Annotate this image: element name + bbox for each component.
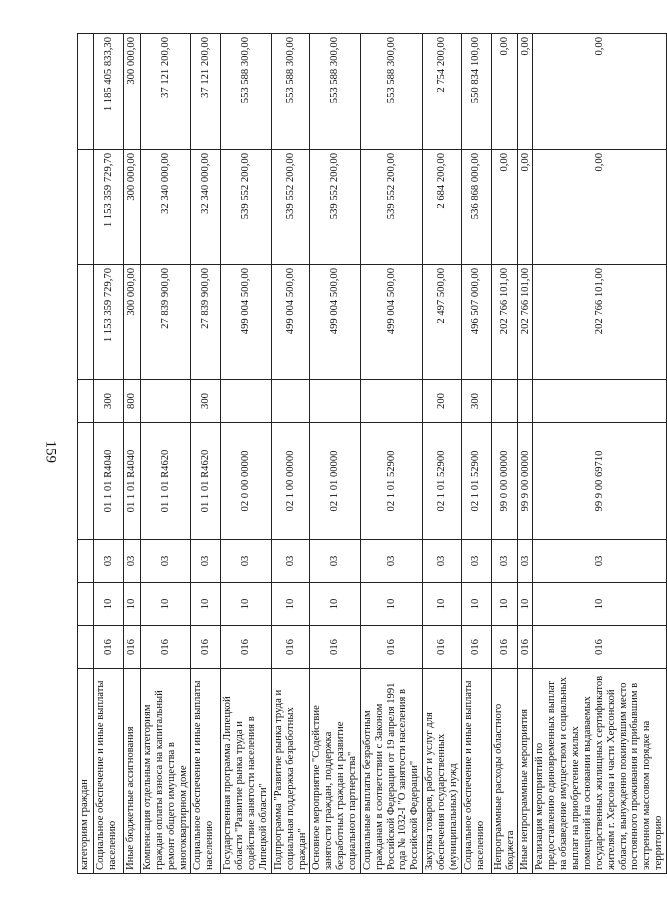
row-name-cell: Закупка товаров, работ и услуг для обеспечения государственных (муниципальных) нужд — [423, 669, 462, 874]
subsection-code-cell: 03 — [360, 540, 422, 583]
ministry-code-cell: 016 — [94, 626, 124, 669]
expense-type-cell — [533, 380, 666, 423]
target-article-cell: 01 1 01 R4620 — [141, 423, 191, 540]
ministry-code-cell: 016 — [271, 626, 310, 669]
section-code-cell: 10 — [124, 583, 141, 626]
section-code-cell: 10 — [94, 583, 124, 626]
amount-year1-cell: 499 004 500,00 — [271, 265, 310, 380]
section-code-cell: 10 — [141, 583, 191, 626]
expense-type-cell — [221, 380, 271, 423]
amount-year3-cell: 37 121 200,00 — [191, 34, 221, 150]
amount-year2-cell: 2 684 200,00 — [423, 150, 462, 265]
amount-year1-cell: 27 839 900,00 — [141, 265, 191, 380]
expense-type-cell — [360, 380, 422, 423]
budget-table — [77, 33, 667, 874]
target-article-cell: 99 0 00 00000 — [491, 423, 518, 540]
ministry-code-cell: 016 — [533, 626, 666, 669]
section-code-cell: 10 — [360, 583, 422, 626]
expense-type-cell — [518, 380, 533, 423]
amount-year2-cell: 300 000,00 — [124, 150, 141, 265]
amount-year2-cell: 0,00 — [518, 150, 533, 265]
target-article-cell: 01 1 01 R4620 — [191, 423, 221, 540]
amount-year3-cell: 553 588 300,00 — [271, 34, 310, 150]
row-name-cell: Социальное обеспечение и иные выплаты населению — [94, 669, 124, 874]
amount-year1-cell: 202 766 101,00 — [491, 265, 518, 380]
rotated-table-container — [77, 34, 665, 874]
table-row — [491, 34, 518, 874]
table-row — [533, 34, 666, 874]
table-row — [191, 34, 221, 874]
subsection-code-cell: 03 — [141, 540, 191, 583]
table-row — [141, 34, 191, 874]
section-code-cell: 10 — [491, 583, 518, 626]
subsection-code-cell — [78, 540, 94, 583]
row-name-cell: Реализация мероприятий по предоставлению единовременных выплат на обзаведение имуществом и социальных выплат на приобретение жилых помещений на основании выдаваемых государственных жилищных сертификатов жителям г. Херсона и части Херсонской области, вынужденно покинувшим место постоянного проживания и прибывшим в экстренном массовом порядке на территорию — [533, 669, 666, 874]
target-article-cell: 02 1 01 00000 — [310, 423, 360, 540]
row-name-cell: Социальные выплаты безработным гражданам в соответствии с Законом Российской Федерации от 19 апреля 1991 года № 1032-I "О занятости населения в Российской Федерации" — [360, 669, 422, 874]
section-code-cell: 10 — [310, 583, 360, 626]
ministry-code-cell: 016 — [310, 626, 360, 669]
table-row — [310, 34, 360, 874]
amount-year2-cell: 539 552 200,00 — [360, 150, 422, 265]
amount-year2-cell: 32 340 000,00 — [141, 150, 191, 265]
ministry-code-cell: 016 — [221, 626, 271, 669]
subsection-code-cell: 03 — [124, 540, 141, 583]
subsection-code-cell: 03 — [310, 540, 360, 583]
table-row — [94, 34, 124, 874]
amount-year3-cell: 0,00 — [533, 34, 666, 150]
section-code-cell: 10 — [518, 583, 533, 626]
amount-year1-cell — [78, 265, 94, 380]
expense-type-cell — [141, 380, 191, 423]
table-row — [78, 34, 94, 874]
subsection-code-cell: 03 — [271, 540, 310, 583]
expense-type-cell: 300 — [191, 380, 221, 423]
expense-type-cell: 300 — [461, 380, 491, 423]
amount-year3-cell: 2 754 200,00 — [423, 34, 462, 150]
row-name-cell: Основное мероприятие "Содействие занятости граждан, поддержка безработных граждан и развитие социального партнерства" — [310, 669, 360, 874]
target-article-cell: 02 0 00 00000 — [221, 423, 271, 540]
amount-year2-cell: 0,00 — [491, 150, 518, 265]
amount-year3-cell: 553 588 300,00 — [310, 34, 360, 150]
target-article-cell: 02 1 01 52900 — [461, 423, 491, 540]
row-name-cell: Непрограммные расходы областного бюджета — [491, 669, 518, 874]
ministry-code-cell: 016 — [491, 626, 518, 669]
section-code-cell: 10 — [423, 583, 462, 626]
ministry-code-cell: 016 — [461, 626, 491, 669]
section-code-cell: 10 — [271, 583, 310, 626]
target-article-cell: 02 1 01 52900 — [423, 423, 462, 540]
ministry-code-cell: 016 — [191, 626, 221, 669]
table-row — [423, 34, 462, 874]
amount-year2-cell: 536 868 000,00 — [461, 150, 491, 265]
subsection-code-cell: 03 — [94, 540, 124, 583]
expense-type-cell: 300 — [94, 380, 124, 423]
amount-year1-cell: 499 004 500,00 — [310, 265, 360, 380]
ministry-code-cell: 016 — [124, 626, 141, 669]
table-row — [518, 34, 533, 874]
target-article-cell: 99 9 00 00000 — [518, 423, 533, 540]
row-name-cell: Иные непрограммные мероприятия — [518, 669, 533, 874]
amount-year1-cell: 27 839 900,00 — [191, 265, 221, 380]
amount-year3-cell: 0,00 — [518, 34, 533, 150]
amount-year3-cell: 300 000,00 — [124, 34, 141, 150]
subsection-code-cell: 03 — [461, 540, 491, 583]
amount-year1-cell: 1 153 359 729,70 — [94, 265, 124, 380]
table-row — [360, 34, 422, 874]
subsection-code-cell: 03 — [491, 540, 518, 583]
row-name-cell: Социальное обеспечение и иные выплаты населению — [461, 669, 491, 874]
subsection-code-cell: 03 — [423, 540, 462, 583]
ministry-code-cell — [78, 626, 94, 669]
section-code-cell: 10 — [461, 583, 491, 626]
ministry-code-cell: 016 — [141, 626, 191, 669]
section-code-cell: 10 — [191, 583, 221, 626]
row-name-cell: категориям граждан — [78, 669, 94, 874]
expense-type-cell: 200 — [423, 380, 462, 423]
target-article-cell: 02 1 01 52900 — [360, 423, 422, 540]
amount-year1-cell: 496 507 000,00 — [461, 265, 491, 380]
page-number: 159 — [42, 440, 59, 463]
ministry-code-cell: 016 — [423, 626, 462, 669]
amount-year3-cell: 553 588 300,00 — [360, 34, 422, 150]
amount-year3-cell: 550 834 100,00 — [461, 34, 491, 150]
table-row — [461, 34, 491, 874]
subsection-code-cell: 03 — [518, 540, 533, 583]
expense-type-cell — [78, 380, 94, 423]
section-code-cell: 10 — [221, 583, 271, 626]
expense-type-cell — [310, 380, 360, 423]
table-row — [124, 34, 141, 874]
target-article-cell: 02 1 00 00000 — [271, 423, 310, 540]
row-name-cell: Социальное обеспечение и иные выплаты населению — [191, 669, 221, 874]
amount-year2-cell: 539 552 200,00 — [271, 150, 310, 265]
amount-year1-cell: 202 766 101,00 — [533, 265, 666, 380]
row-name-cell: Подпрограмма "Развитие рынка труда и социальная поддержка безработных граждан" — [271, 669, 310, 874]
amount-year2-cell: 539 552 200,00 — [310, 150, 360, 265]
amount-year3-cell: 1 185 405 833,30 — [94, 34, 124, 150]
table-row — [221, 34, 271, 874]
table-row — [271, 34, 310, 874]
expense-type-cell — [491, 380, 518, 423]
target-article-cell: 99 9 00 69710 — [533, 423, 666, 540]
ministry-code-cell: 016 — [518, 626, 533, 669]
row-name-cell: Компенсация отдельным категориям граждан оплаты взноса на капитальный ремонт общего имущества в многоквартирном доме — [141, 669, 191, 874]
amount-year1-cell: 2 497 500,00 — [423, 265, 462, 380]
amount-year3-cell: 553 588 300,00 — [221, 34, 271, 150]
amount-year2-cell: 32 340 000,00 — [191, 150, 221, 265]
amount-year3-cell: 0,00 — [491, 34, 518, 150]
section-code-cell: 10 — [533, 583, 666, 626]
expense-type-cell — [271, 380, 310, 423]
target-article-cell — [78, 423, 94, 540]
section-code-cell — [78, 583, 94, 626]
row-name-cell: Иные бюджетные ассигнования — [124, 669, 141, 874]
amount-year1-cell: 499 004 500,00 — [221, 265, 271, 380]
amount-year2-cell: 1 153 359 729,70 — [94, 150, 124, 265]
amount-year3-cell — [78, 34, 94, 150]
subsection-code-cell: 03 — [191, 540, 221, 583]
amount-year1-cell: 300 000,00 — [124, 265, 141, 380]
target-article-cell: 01 1 01 R4040 — [124, 423, 141, 540]
amount-year2-cell: 0,00 — [533, 150, 666, 265]
subsection-code-cell: 03 — [221, 540, 271, 583]
amount-year1-cell: 499 004 500,00 — [360, 265, 422, 380]
amount-year3-cell: 37 121 200,00 — [141, 34, 191, 150]
subsection-code-cell: 03 — [533, 540, 666, 583]
amount-year2-cell: 539 552 200,00 — [221, 150, 271, 265]
amount-year2-cell — [78, 150, 94, 265]
row-name-cell: Государственная программа Липецкой области "Развитие рынка труда и содействие занятости населения в Липецкой области" — [221, 669, 271, 874]
amount-year1-cell: 202 766 101,00 — [518, 265, 533, 380]
expense-type-cell: 800 — [124, 380, 141, 423]
target-article-cell: 01 1 01 R4040 — [94, 423, 124, 540]
ministry-code-cell: 016 — [360, 626, 422, 669]
